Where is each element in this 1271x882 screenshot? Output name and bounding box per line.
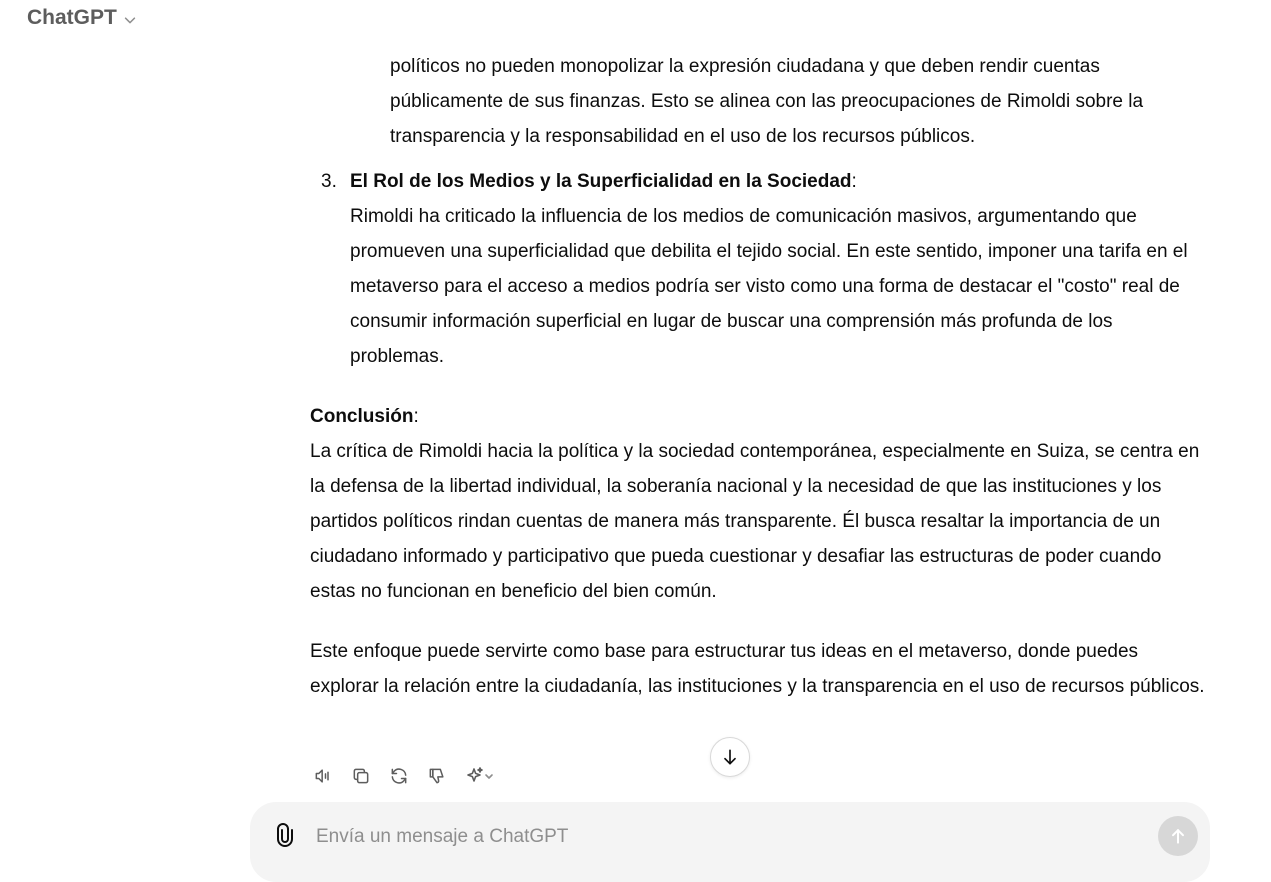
model-selector[interactable]	[27, 6, 137, 30]
chevron-down-icon	[123, 13, 137, 27]
paperclip-icon	[273, 823, 297, 847]
attach-button[interactable]	[272, 820, 298, 850]
copy-icon	[351, 766, 371, 786]
list-item-continuation: políticos no pueden monopolizar la expresión ciudadana y que deben rendir cuentas públicamente de sus finanzas. Esto se alinea con las preocupaciones de Rimoldi sobre la transparencia y la responsabilidad en el uso de los recursos públicos.	[390, 56, 1144, 147]
list-number: 3.	[321, 171, 337, 192]
closing-paragraph: Este enfoque puede servirte como base para estructurar tus ideas en el metaverso, donde puedes explorar la relación entre la ciudadanía, las instituciones y la transparencia en el uso de recursos públicos.	[310, 641, 1205, 697]
conclusion-colon: :	[413, 406, 419, 427]
conclusion-heading	[310, 399, 1210, 434]
read-aloud-icon	[313, 766, 333, 786]
list-item-title: El Rol de los Medios y la Superficialidad en la Sociedad	[350, 171, 852, 192]
message-composer	[250, 802, 1210, 882]
list-item-colon: :	[851, 171, 857, 192]
sparkle-model-icon	[462, 766, 500, 786]
send-button[interactable]	[1158, 816, 1198, 856]
thumbs-down-icon	[427, 766, 447, 786]
regenerate-icon	[389, 766, 409, 786]
model-switch-button[interactable]	[462, 763, 500, 789]
arrow-up-icon	[1168, 826, 1188, 846]
read-aloud-button[interactable]	[310, 763, 336, 789]
regenerate-button[interactable]	[386, 763, 412, 789]
assistant-message	[310, 49, 1210, 704]
list-item-3	[310, 164, 1210, 374]
app-title: ChatGPT	[27, 6, 117, 29]
message-actions	[310, 763, 500, 789]
copy-button[interactable]	[348, 763, 374, 789]
conclusion-title: Conclusión	[310, 406, 414, 427]
conclusion-body: La crítica de Rimoldi hacia la política y la sociedad contemporánea, especialmente en Suiza, se centra en la defensa de la libertad individual, la soberanía nacional y la necesidad de que las instituciones y los partidos políticos rindan cuentas de manera más transparente. Él busca resaltar la importancia de un ciudadano informado y participativo que pueda cuestionar y desafiar las estructuras de poder cuando estas no funcionan en beneficio del bien común.	[310, 441, 1200, 602]
scroll-to-bottom-button[interactable]	[710, 737, 750, 777]
list-item-body: Rimoldi ha criticado la influencia de los medios de comunicación masivos, argumentando que promueven una superficialidad que debilita el tejido social. En este sentido, imponer una tarifa en el metaverso para el acceso a medios podría ser visto como una forma de destacar el "costo" real de consumir información superficial en lugar de buscar una comprensión más profunda de los problemas.	[350, 206, 1188, 367]
message-input[interactable]	[314, 820, 1138, 854]
thumbs-down-button[interactable]	[424, 763, 450, 789]
arrow-down-icon	[720, 747, 740, 767]
